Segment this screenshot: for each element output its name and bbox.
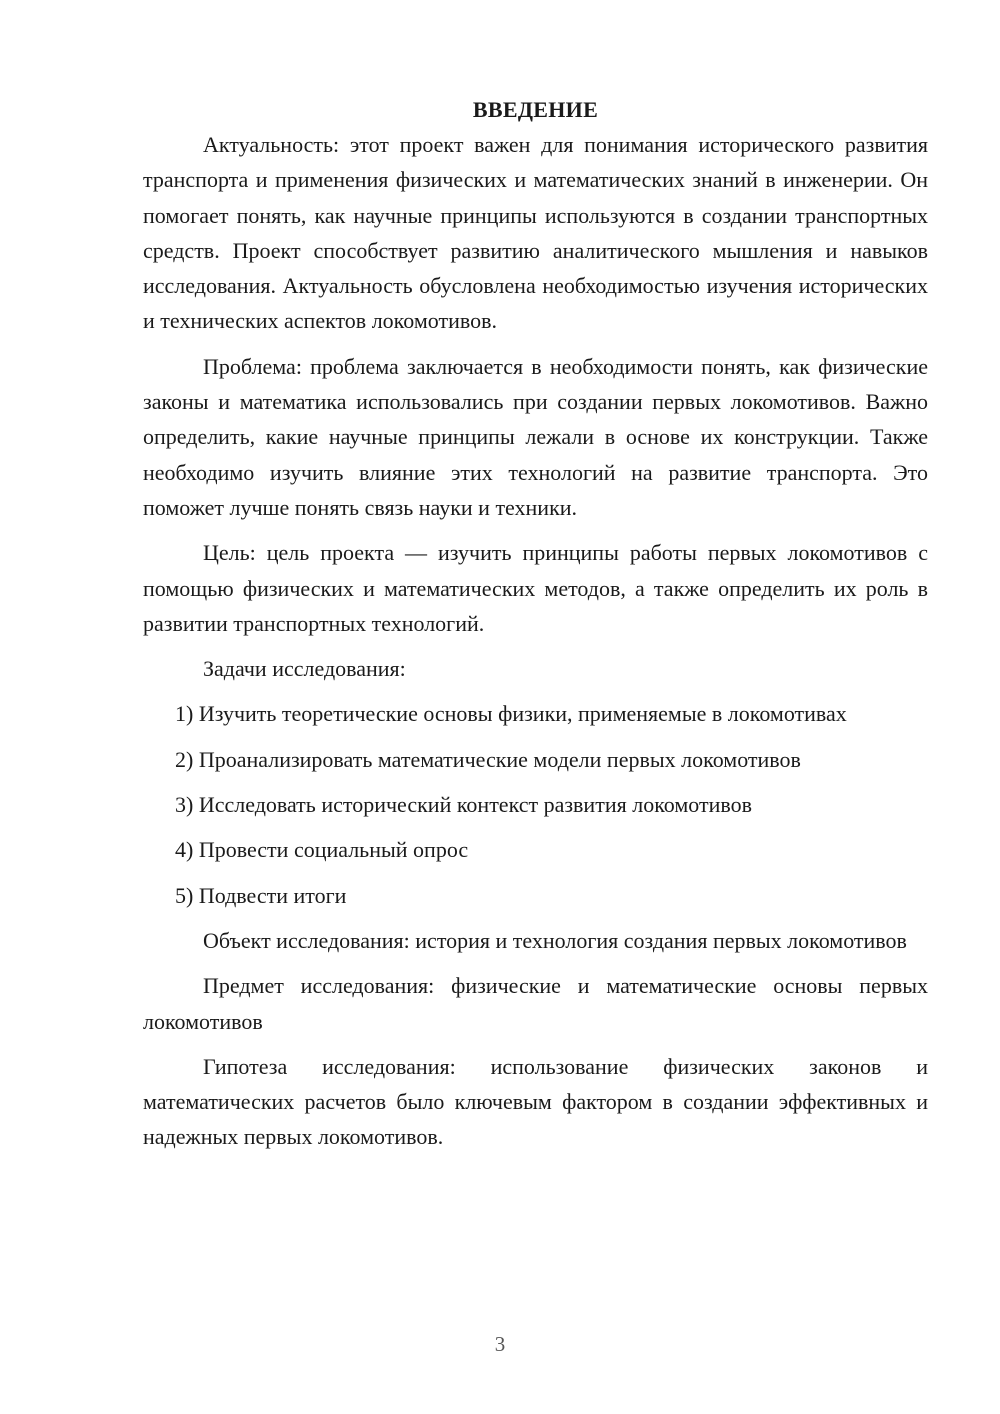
task-item-3: 3) Исследовать исторический контекст развития локомотивов xyxy=(175,792,752,818)
task-item-2: 2) Проанализировать математические модели первых локомотивов xyxy=(175,746,801,772)
spacer xyxy=(143,732,928,742)
spacer xyxy=(143,686,928,696)
spacer xyxy=(143,822,928,832)
paragraph-goal: Цель: цель проекта — изучить принципы работы первых локомотивов с помощью физических и математических методов, а также определить их роль в развитии транспортных технологий. xyxy=(143,540,928,636)
paragraph-hypothesis: Гипотеза исследования: использование физических законов и математических расчетов было ключевым фактором в создании эффективных и надежных первых локомотивов. xyxy=(143,1053,928,1150)
paragraph-tasks-title: Задачи исследования: xyxy=(203,656,406,682)
section-heading: ВВЕДЕНИЕ xyxy=(472,97,599,122)
task-item-5: 5) Подвести итоги xyxy=(175,882,347,908)
spacer xyxy=(143,868,928,878)
spacer xyxy=(143,641,928,651)
page-number: 3 xyxy=(494,1332,506,1356)
spacer xyxy=(143,913,928,923)
paragraph-relevance: Актуальность: этот проект важен для понимания исторического развития транспорта и применения физических и математических знаний в инженерии. Он помогает понять, как научные принципы используются в создании транспортных средств. Проект способствует развитию аналитического мышления и навыков исследования. Актуальность обусловлена необходимостью изучения исторических и технических аспектов локомотивов. xyxy=(143,132,928,334)
spacer xyxy=(143,1039,928,1049)
spacer xyxy=(143,777,928,787)
spacer xyxy=(143,339,928,349)
spacer xyxy=(143,958,928,968)
spacer xyxy=(143,525,928,535)
paragraph-object: Объект исследования: история и технология создания первых локомотивов xyxy=(203,927,907,953)
paragraph-subject: Предмет исследования: физические и математические основы первых локомотивов xyxy=(143,973,928,1034)
page-content xyxy=(143,92,928,1155)
task-item-4: 4) Провести социальный опрос xyxy=(175,837,469,863)
paragraph-problem: Проблема: проблема заключается в необходимости понять, как физические законы и математика использовались при создании первых локомотивов. Важно определить, какие научные принципы лежали в основе их конструкции. Также необходимо изучить влияние этих технологий на развитие транспорта. Это поможет лучше понять связь науки и техники. xyxy=(143,353,928,520)
task-item-1: 1) Изучить теоретические основы физики, применяемые в локомотивах xyxy=(175,701,847,727)
